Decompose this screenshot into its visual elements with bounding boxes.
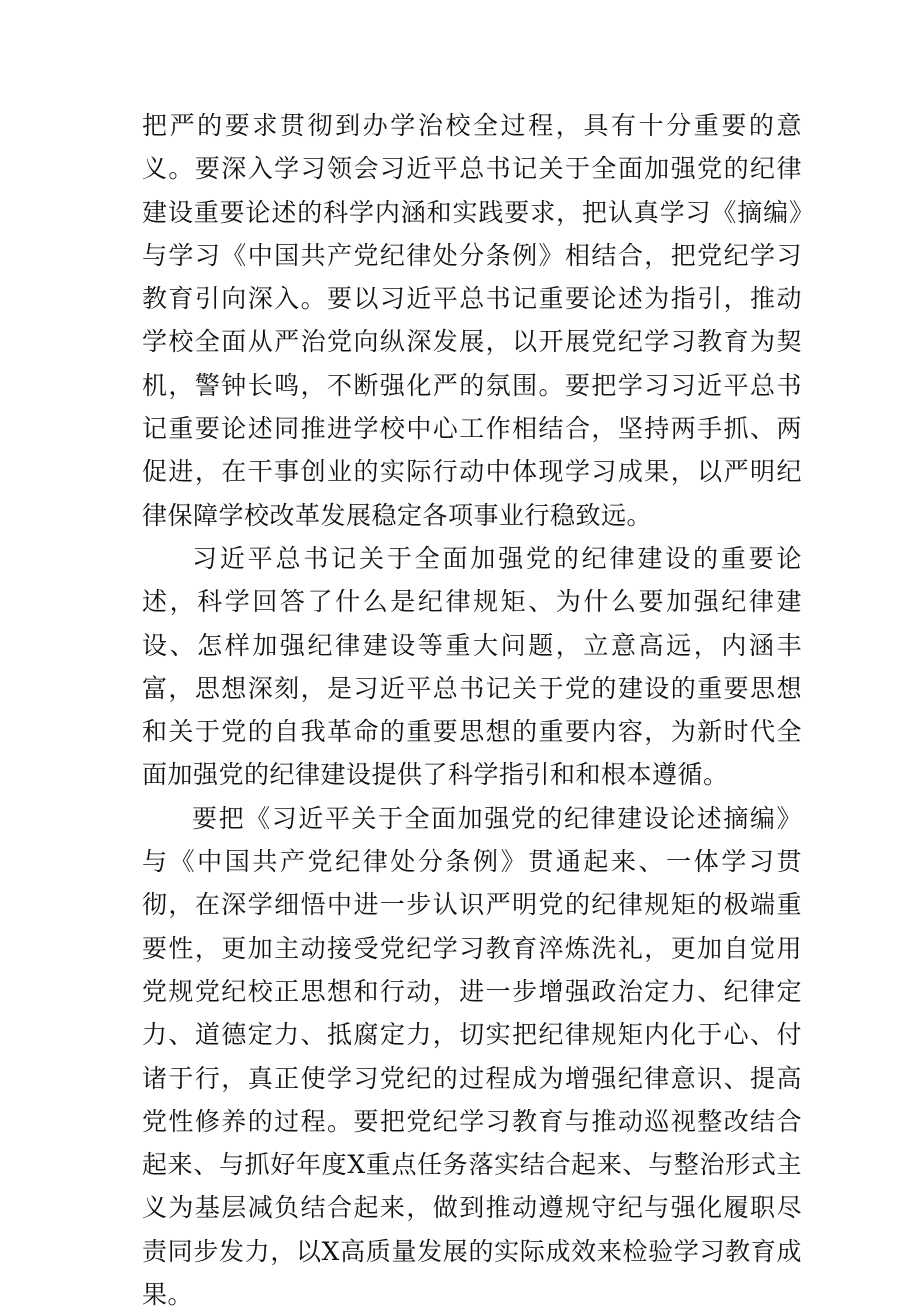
document-body <box>142 104 802 1316</box>
paragraph-1: 把严的要求贯彻到办学治校全过程，具有十分重要的意义。要深入学习领会习近平总书记关于全面加强党的纪律建设重要论述的科学内涵和实践要求，把认真学习《摘编》与学习《中国共产党纪律处分条例》相结合，把党纪学习教育引向深入。要以习近平总书记重要论述为指引，推动学校全面从严治党向纵深发展，以开展党纪学习教育为契机，警钟长鸣，不断强化严的氛围。要把学习习近平总书记重要论述同推进学校中心工作相结合，坚持两手抓、两促进，在干事创业的实际行动中体现学习成果，以严明纪律保障学校改革发展稳定各项事业行稳致远。 <box>142 111 802 530</box>
paragraph-2: 习近平总书记关于全面加强党的纪律建设的重要论述，科学回答了什么是纪律规矩、为什么要加强纪律建设、怎样加强纪律建设等重大问题，立意高远，内涵丰富，思想深刻，是习近平总书记关于党的建设的重要思想和关于党的自我革命的重要思想的重要内容，为新时代全面加强党的纪律建设提供了科学指引和和根本遵循。 <box>142 543 802 790</box>
paragraph-3: 要把《习近平关于全面加强党的纪律建设论述摘编》与《中国共产党纪律处分条例》贯通起来、一体学习贯彻，在深学细悟中进一步认识严明党的纪律规矩的极端重要性，更加主动接受党纪学习教育淬炼洗礼，更加自觉用党规党纪校正思想和行动，进一步增强政治定力、纪律定力、道德定力、抵腐定力，切实把纪律规矩内化于心、付诸于行，真正使学习党纪的过程成为增强纪律意识、提高党性修养的过程。要把党纪学习教育与推动巡视整改结合起来、与抓好年度X重点任务落实结合起来、与整治形式主义为基层减负结合起来，做到推动遵规守纪与强化履职尽责同步发力，以X高质量发展的实际成效来检验学习教育成果。 <box>142 803 802 1310</box>
